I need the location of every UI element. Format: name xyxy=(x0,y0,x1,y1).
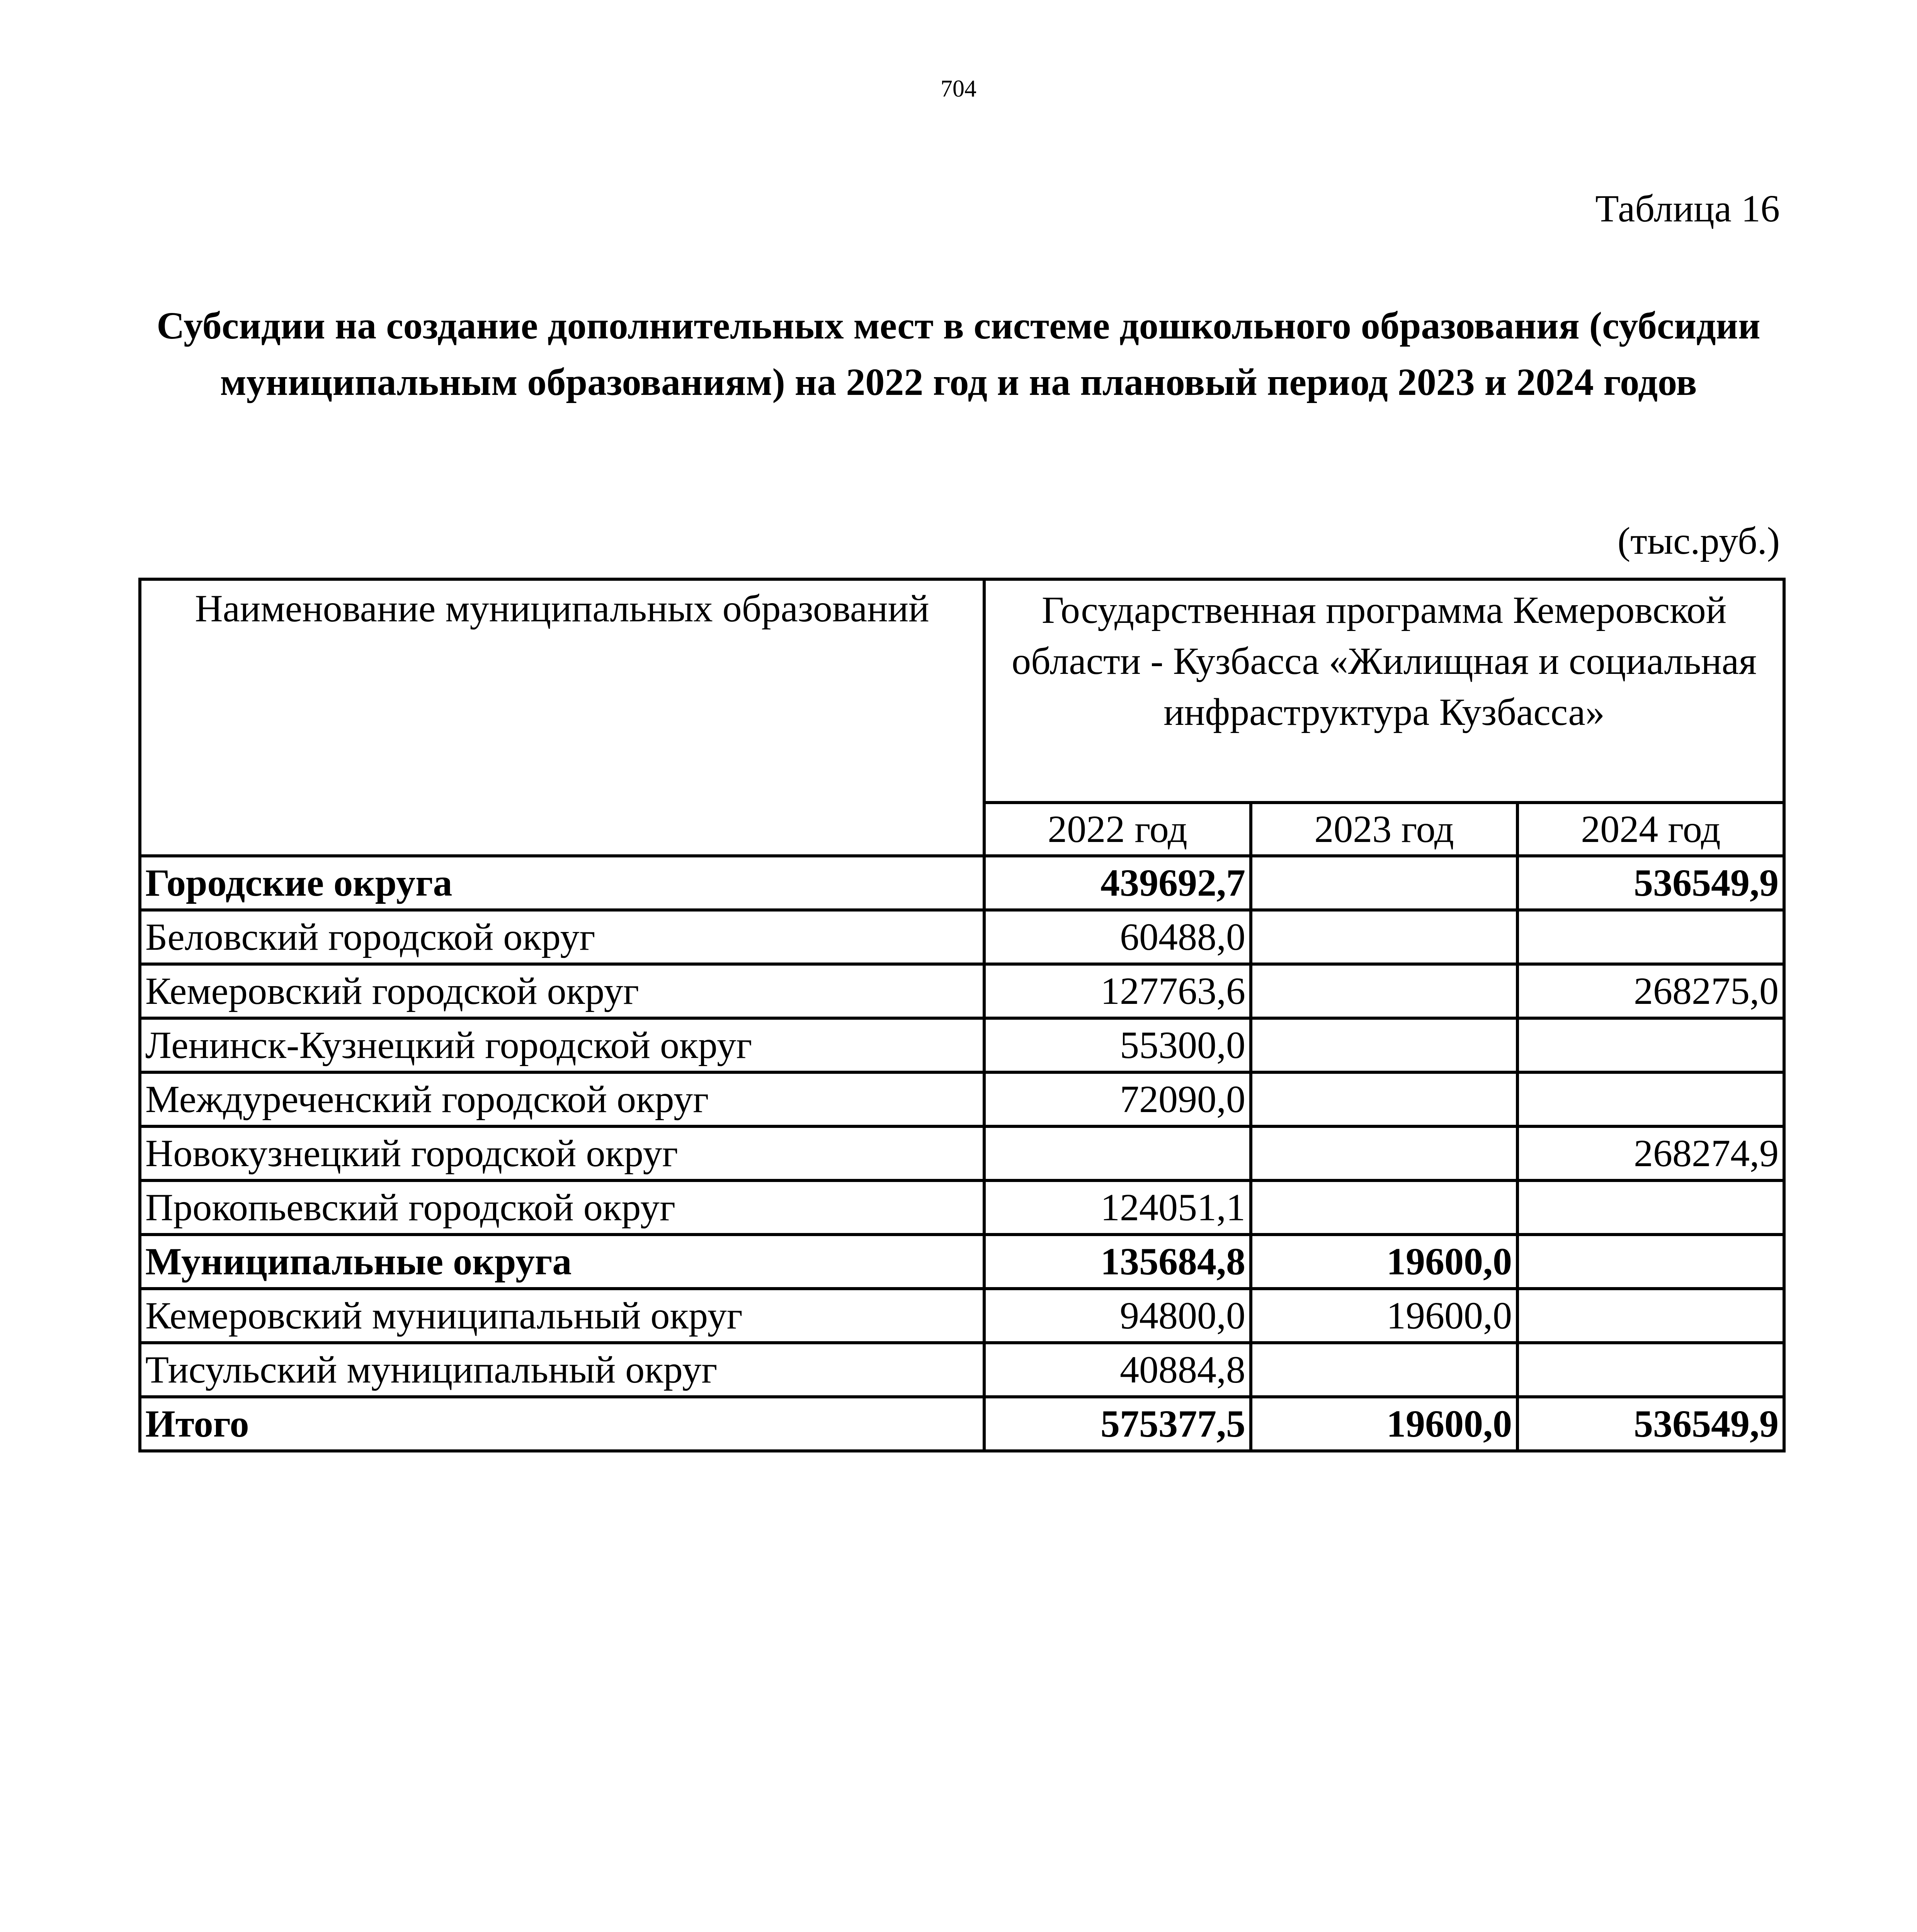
cell-2022: 127763,6 xyxy=(984,964,1251,1018)
cell-name: Итого xyxy=(140,1397,984,1451)
cell-name: Прокопьевский городской округ xyxy=(140,1180,984,1235)
column-header-name: Наименование муниципальных образований xyxy=(140,579,984,856)
subsidies-table xyxy=(138,578,1786,1452)
table-number: Таблица 16 xyxy=(1595,187,1780,230)
cell-2022: 72090,0 xyxy=(984,1072,1251,1126)
cell-2024: 268274,9 xyxy=(1517,1126,1784,1180)
cell-name: Муниципальные округа xyxy=(140,1235,984,1289)
column-header-2022: 2022 год xyxy=(984,803,1251,856)
table-row xyxy=(140,1180,1784,1235)
table-body xyxy=(140,856,1784,1451)
cell-name: Междуреченский городской округ xyxy=(140,1072,984,1126)
cell-2023 xyxy=(1251,1018,1517,1072)
cell-2022: 575377,5 xyxy=(984,1397,1251,1451)
cell-2022: 94800,0 xyxy=(984,1289,1251,1343)
cell-name: Ленинск-Кузнецкий городской округ xyxy=(140,1018,984,1072)
cell-name: Городские округа xyxy=(140,856,984,910)
table-header-row xyxy=(140,579,1784,803)
column-header-program: Государственная программа Кемеровской области - Кузбасса «Жилищная и социальная инфраструктура Кузбасса» xyxy=(984,579,1784,803)
cell-name: Кемеровский муниципальный округ xyxy=(140,1289,984,1343)
table-row xyxy=(140,1289,1784,1343)
cell-2024: 536549,9 xyxy=(1517,1397,1784,1451)
cell-2023 xyxy=(1251,1343,1517,1397)
table-row xyxy=(140,1126,1784,1180)
cell-2022: 135684,8 xyxy=(984,1235,1251,1289)
page-number: 704 xyxy=(941,76,976,102)
cell-2024: 268275,0 xyxy=(1517,964,1784,1018)
cell-2024 xyxy=(1517,1289,1784,1343)
cell-2022: 60488,0 xyxy=(984,910,1251,964)
table-row xyxy=(140,910,1784,964)
column-header-2024: 2024 год xyxy=(1517,803,1784,856)
column-header-2023: 2023 год xyxy=(1251,803,1517,856)
cell-2022 xyxy=(984,1126,1251,1180)
cell-name: Беловский городской округ xyxy=(140,910,984,964)
cell-2024 xyxy=(1517,1018,1784,1072)
cell-2024 xyxy=(1517,1235,1784,1289)
cell-2022: 40884,8 xyxy=(984,1343,1251,1397)
table-row xyxy=(140,1397,1784,1451)
document-title: Субсидии на создание дополнительных мест в системе дошкольного образования (субсидии муниципальным образованиям) на 2022 год и на плановый период 2023 и 2024 годов xyxy=(156,304,1761,403)
table-row xyxy=(140,856,1784,910)
table-row xyxy=(140,964,1784,1018)
cell-2024: 536549,9 xyxy=(1517,856,1784,910)
table-row xyxy=(140,1235,1784,1289)
cell-name: Кемеровский городской округ xyxy=(140,964,984,1018)
cell-2023 xyxy=(1251,1072,1517,1126)
cell-2023 xyxy=(1251,856,1517,910)
cell-2023 xyxy=(1251,1126,1517,1180)
table-row xyxy=(140,1018,1784,1072)
cell-2022: 55300,0 xyxy=(984,1018,1251,1072)
cell-2024 xyxy=(1517,910,1784,964)
cell-name: Новокузнецкий городской округ xyxy=(140,1126,984,1180)
cell-2024 xyxy=(1517,1072,1784,1126)
cell-2023 xyxy=(1251,1180,1517,1235)
cell-name: Тисульский муниципальный округ xyxy=(140,1343,984,1397)
cell-2024 xyxy=(1517,1343,1784,1397)
cell-2023 xyxy=(1251,910,1517,964)
table-row xyxy=(140,1072,1784,1126)
cell-2023: 19600,0 xyxy=(1251,1235,1517,1289)
cell-2023 xyxy=(1251,964,1517,1018)
table-row xyxy=(140,1343,1784,1397)
cell-2023: 19600,0 xyxy=(1251,1289,1517,1343)
cell-2023: 19600,0 xyxy=(1251,1397,1517,1451)
cell-2022: 124051,1 xyxy=(984,1180,1251,1235)
cell-2024 xyxy=(1517,1180,1784,1235)
units-label: (тыс.руб.) xyxy=(1617,519,1780,562)
cell-2022: 439692,7 xyxy=(984,856,1251,910)
